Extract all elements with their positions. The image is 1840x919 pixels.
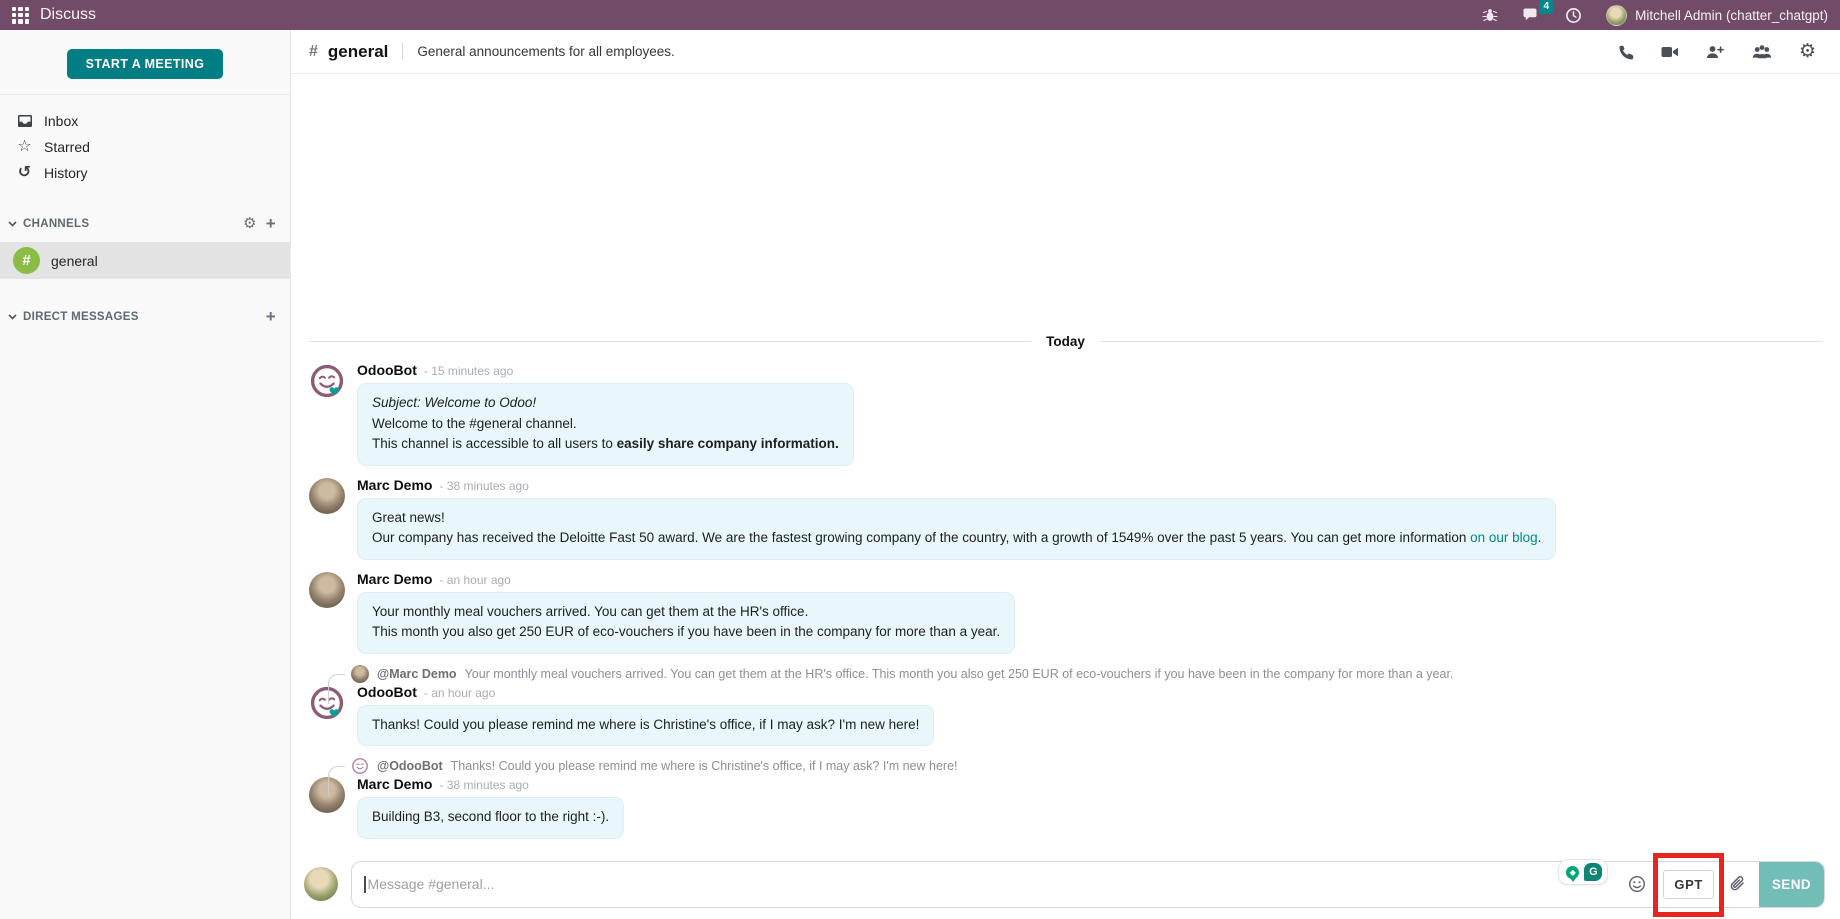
message-line: Our company has received the Deloitte Fast 50 award. We are the fastest growing company of the country, with a growth of 1549% over the past 5 years. You can get more information on our blog. <box>372 530 1542 546</box>
message-line: Your monthly meal vouchers arrived. You can get them at the HR's office. <box>372 603 809 619</box>
message-bubble <box>357 383 854 466</box>
channels-section-header[interactable] <box>0 210 290 237</box>
message-author[interactable]: OdooBot <box>357 362 417 379</box>
sidebar-item-label: Inbox <box>44 113 79 129</box>
history-icon: ↺ <box>17 164 32 181</box>
sidebar-item-label: History <box>44 165 88 181</box>
sidebar-item-starred[interactable] <box>0 134 290 160</box>
message-timestamp: - an hour ago <box>439 572 511 587</box>
reply-quote-text: Thanks! Could you please remind me where is Christine's office, if I may ask? I'm new here! <box>450 759 958 774</box>
channels-header-label: CHANNELS <box>23 217 90 230</box>
reply-quote[interactable] <box>325 756 1822 776</box>
message-line: This month you also get 250 EUR of eco-vouchers if you have been in the company for more than a year. <box>372 624 1001 640</box>
channel-hash-avatar: # <box>13 247 40 274</box>
user-menu[interactable] <box>1606 5 1828 26</box>
user-avatar <box>1606 5 1627 26</box>
message-input[interactable] <box>351 861 1825 908</box>
blog-link[interactable]: on our blog <box>1470 530 1538 546</box>
current-user-avatar <box>304 867 338 901</box>
chevron-down-icon <box>8 314 17 320</box>
message-line: Thanks! Could you please remind me where is Christine's office, if I may ask? I'm new here! <box>372 716 920 732</box>
members-list-icon[interactable] <box>1752 44 1772 60</box>
sidebar-item-label: Starred <box>44 139 90 155</box>
start-call-phone-icon[interactable] <box>1617 43 1634 60</box>
direct-messages-header-label: DIRECT MESSAGES <box>23 310 139 323</box>
reply-quote-author: @Marc Demo <box>377 666 457 681</box>
sidebar-item-inbox[interactable] <box>0 108 290 134</box>
reply-quote[interactable] <box>325 664 1822 684</box>
attachment-paperclip-icon[interactable] <box>1729 875 1746 893</box>
channel-settings-icon[interactable]: ⚙ <box>1798 41 1816 62</box>
message-bubble <box>357 498 1556 560</box>
debug-bug-icon[interactable] <box>1482 7 1498 23</box>
inbox-icon <box>16 114 33 128</box>
date-label: Today <box>1046 334 1085 350</box>
message-line: This channel is accessible to all users to easily share company information. <box>372 436 839 452</box>
messages-count-badge: 4 <box>1539 0 1553 14</box>
channel-hash-symbol: # <box>309 42 318 60</box>
sidebar-channel-general[interactable] <box>0 242 290 279</box>
reply-quote-avatar <box>351 665 369 683</box>
reply-connector-line <box>328 674 345 704</box>
star-icon: ☆ <box>17 138 32 155</box>
message-timestamp: - 38 minutes ago <box>439 778 529 793</box>
add-channel-icon[interactable]: + <box>265 214 276 233</box>
message-line: Great news! <box>372 509 445 525</box>
app-title: Discuss <box>40 6 97 23</box>
chat-header <box>291 30 1840 74</box>
start-video-call-icon[interactable] <box>1661 45 1679 59</box>
user-name: Mitchell Admin (chatter_chatgpt) <box>1635 7 1828 23</box>
browser-extension-pill <box>1558 859 1608 885</box>
sidebar-divider <box>0 94 290 95</box>
chat-panel <box>291 30 1840 919</box>
message-composer <box>291 857 1840 919</box>
message <box>309 472 1822 566</box>
message <box>309 776 1822 845</box>
message-input-placeholder: Message #general... <box>367 876 495 892</box>
message-timestamp: - 38 minutes ago <box>439 478 529 493</box>
message-timestamp: - 15 minutes ago <box>423 364 514 379</box>
message-line: Welcome to the #general channel. <box>372 415 577 431</box>
reply-quote-avatar <box>351 757 369 775</box>
header-separator <box>402 43 403 60</box>
direct-messages-section-header[interactable] <box>0 303 290 330</box>
send-button[interactable]: SEND <box>1759 862 1824 907</box>
chevron-down-icon <box>8 221 17 227</box>
message <box>309 566 1822 660</box>
message-bubble <box>357 592 1015 654</box>
discuss-sidebar <box>0 30 291 919</box>
message <box>309 684 1822 753</box>
messages-icon[interactable] <box>1522 0 1550 23</box>
message-timestamp: - an hour ago <box>423 685 496 700</box>
message-author[interactable]: Marc Demo <box>357 570 433 587</box>
sidebar-item-history[interactable] <box>0 160 290 186</box>
reply-quote-author: @OdooBot <box>377 759 443 774</box>
languagetool-icon[interactable]: ◆ <box>1564 864 1581 881</box>
message <box>309 357 1822 472</box>
marc-demo-avatar <box>309 572 345 608</box>
reply-connector-line <box>328 766 345 796</box>
top-navbar <box>0 0 1840 30</box>
marc-demo-avatar <box>309 478 345 514</box>
add-direct-message-icon[interactable]: + <box>265 307 276 326</box>
channel-title[interactable]: general <box>327 41 389 61</box>
grammarly-icon[interactable]: G <box>1584 863 1602 881</box>
reply-quote-text: Your monthly meal vouchers arrived. You can get them at the HR's office. This month you also get 250 EUR of eco-vouchers if you have been in the company for more than a year. <box>464 666 1454 681</box>
apps-menu-icon[interactable] <box>12 7 29 24</box>
date-divider <box>309 334 1822 349</box>
emoji-icon[interactable] <box>1628 875 1646 893</box>
message-author[interactable]: Marc Demo <box>357 776 433 793</box>
channel-name-label: general <box>51 252 98 269</box>
activities-clock-icon[interactable] <box>1565 7 1582 24</box>
odoobot-avatar <box>309 363 345 399</box>
message-bubble <box>357 705 934 747</box>
message-author[interactable]: OdooBot <box>357 683 417 700</box>
message-thread <box>291 74 1840 857</box>
channel-description[interactable]: General announcements for all employees. <box>417 44 675 59</box>
gpt-button[interactable]: GPT <box>1663 870 1714 899</box>
message-line: Building B3, second floor to the right :-). <box>372 809 610 825</box>
message-line: Subject: Welcome to Odoo! <box>372 395 537 411</box>
start-meeting-button[interactable]: START A MEETING <box>67 49 224 79</box>
channel-settings-gear-icon[interactable]: ⚙ <box>243 215 257 232</box>
message-author[interactable]: Marc Demo <box>357 476 433 493</box>
message-bubble <box>357 797 624 839</box>
text-cursor <box>364 876 366 893</box>
add-member-icon[interactable] <box>1706 44 1725 60</box>
